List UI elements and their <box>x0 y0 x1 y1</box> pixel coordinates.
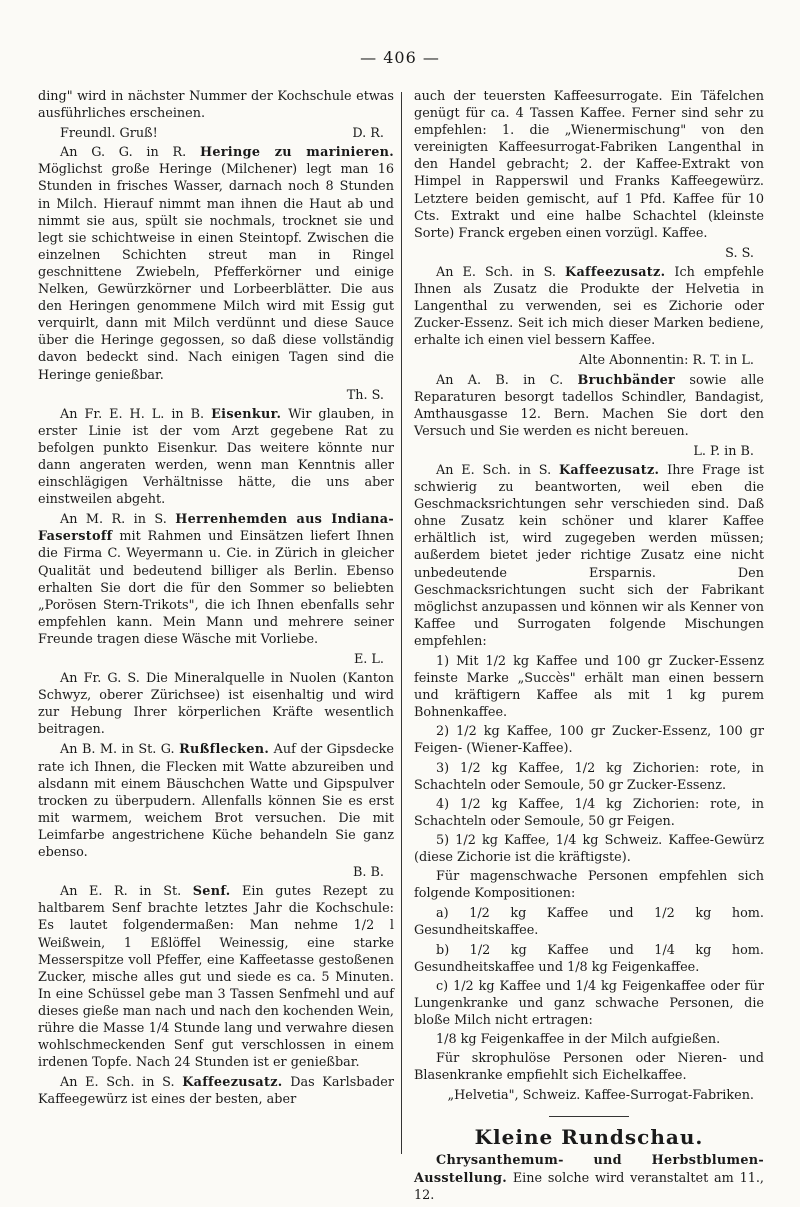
entry-coffee-additive <box>38 1074 394 1108</box>
list-item: 3) 1/2 kg Kaffee, 1/2 kg Zichorien: rote, in Schachteln oder Semoule, 50 gr Zucker-Essenz. <box>414 760 764 793</box>
signature: Alte Abonnentin: R. T. in L. <box>579 353 754 369</box>
paragraph: ding" wird in nächster Nummer der Kochschule etwas ausführliches erscheinen. <box>38 89 394 122</box>
entry-coffee-helvetia <box>414 264 764 349</box>
addressee: An M. R. in S. <box>60 512 167 528</box>
entry-topic: Kaffeezusatz. <box>565 264 666 280</box>
greeting-line <box>38 125 394 142</box>
entry-soot-stains <box>38 741 394 861</box>
signature: L. P. in B. <box>693 443 754 459</box>
addressee: An Fr. G. S. <box>60 671 140 687</box>
entry-topic: Eisenkur. <box>211 406 282 422</box>
entry-body: Auf der Gipsdecke rate ich Ihnen, die Flecken mit Watte abzureiben und alsdann mit einem Bäuschchen Watte und Gipspulver trocken zu überpudern. Allenfalls können Sie es erst mit warmem, weichem Brot versuchen. Die mit Leimfarbe angestrichene Küche behandeln Sie ganz ebenso. <box>38 742 394 861</box>
entry-topic: Herrenhemden aus Indiana-Faserstoff <box>38 512 394 545</box>
list-item: 4) 1/2 kg Kaffee, 1/4 kg Zichorien: rote, in Schachteln oder Semoule, 50 gr Feigen. <box>414 796 764 829</box>
paragraph: auch der teuersten Kaffeesurrogate. Ein Täfelchen genügt für ca. 4 Tassen Kaffee. Ferner sind sehr zu empfehlen: 1. die „Wienermischung" von den vereinigten Kaffeesurrogat-Fabriken Langenthal in den Handel gebracht; 2. der Kaffee-Extrakt von Himpel in Rapperswil und Franks Kaffeegewürz. Letztere beiden gemischt, auf 1 Pfd. Kaffee für 10 Cts. Extrakt und eine halbe Schachtel (kleinste Sorte) Franck ergeben einen vorzügl. Kaffee. <box>414 89 764 241</box>
section-divider <box>549 1116 629 1117</box>
entry-body: Ihre Frage ist schwierig zu beantworten, weil eben die Geschmacksrichtungen sehr verschieden sind. Daß ohne Zusatz kein schöner und klarer Kaffee erhältlich ist, wird zugegeben werden müssen; außerdem bietet jeder richtige Zusatz eine nicht unbedeutende Ersparnis. Den Geschmacksrichtungen sucht sich der Fabrikant möglichst anzupassen und können wir als Kenner von Kaffee und Surrogaten folgende Mischungen empfehlen: <box>414 462 764 649</box>
paragraph: Für magenschwache Personen empfehlen sich folgende Kompositionen: <box>414 869 764 902</box>
addressee: An E. Sch. in S. <box>436 264 556 280</box>
entry-body: mit Rahmen und Einsätzen liefert Ihnen die Firma C. Weyermann u. Cie. in Zürich in gleicher Qualität und bedeutend billiger als Berlin. Ebenso erhalten Sie dort die für den Sommer so beliebten „Porösen Stern-Trikots", die ich Ihnen ebenfalls sehr empfehlen kann. Mein Mann und mehrere seiner Freunde tragen diese Wäsche mit Vorliebe. <box>38 529 394 647</box>
entry-topic: Chrysanthemum- und Herbstblumen-Ausstellung. <box>414 1153 764 1186</box>
list-item: a) 1/2 kg Kaffee und 1/2 kg hom. Gesundheitskaffee. <box>414 906 764 939</box>
signature: D. R. <box>352 126 384 142</box>
entry-topic: Rußflecken. <box>179 742 270 758</box>
entry-body: sowie alle Reparaturen besorgt tadellos Schindler, Bandagist, Amthausgasse 12. Bern. Machen Sie dort den Versuch und Sie werden es nicht bereuen. <box>414 372 764 439</box>
section-title: Kleine Rundschau. <box>474 1125 704 1150</box>
signature: Th. S. <box>346 387 384 403</box>
column-divider <box>401 92 402 1154</box>
entry-body: Die Mineralquelle in Nuolen (Kanton Schwyz, oberer Zürichsee) ist eisenhaltig und wird zur Hebung Ihrer körperlichen Kräfte wesentlich beitragen. <box>38 671 394 738</box>
list-item: 1) Mit 1/2 kg Kaffee und 100 gr Zucker-Essenz feinste Marke „Succès" erhält man einen bessern und kräftigern Kaffee als mit 1 kg purem Bohnenkaffee. <box>414 654 764 721</box>
entry-mustard <box>38 883 394 1071</box>
entry-topic: Heringe zu marinieren. <box>199 145 394 161</box>
list-item: 1/8 kg Feigenkaffee in der Milch aufgießen. <box>436 1031 721 1047</box>
list-item: c) 1/2 kg Kaffee und 1/4 kg Feigenkaffee oder für Lungenkranke und ganz schwache Personen, die bloße Milch nicht ertragen: <box>414 978 764 1028</box>
entry-body: Das Karlsbader Kaffeegewürz ist eines der besten, aber <box>38 1075 394 1108</box>
entry-body: Eine solche wird veranstaltet am 11., 12. <box>414 1170 764 1203</box>
signature: E. L. <box>353 652 384 667</box>
entry-body: Ein gutes Rezept zu haltbarem Senf brachte letztes Jahr die Kochschule: Es lautet folgendermaßen: Man nehme 1/2 l Weißwein, 1 Eßlöffel Weinessig, eine starke Messerspitze voll Pfeffer, eine Kaffeetasse gestoßenen Zucker, mische alles gut und siede es ca. 5 Minuten. In eine Schüssel gebe man 3 Tassen Senfmehl und auf dieses gieße man nach und nach den kochenden Wein, rühre die Masse 1/4 Stunde lang und verwahre diesen wohlschmeckenden Senf gut verschlossen in einem irdenen Topfe. Nach 24 Stunden ist er genießbar. <box>38 884 394 1071</box>
signature: „Helvetia", Schweiz. Kaffee-Surrogat-Fabriken. <box>447 1088 754 1104</box>
signature: B. B. <box>352 865 384 881</box>
list-item: 5) 1/2 kg Kaffee, 1/4 kg Schweiz. Kaffee-Gewürz (diese Zichorie ist die kräftigste). <box>414 832 764 866</box>
list-item: b) 1/2 kg Kaffee und 1/4 kg hom. Gesundheitskaffee und 1/8 kg Feigenkaffee. <box>414 942 764 975</box>
left-column <box>38 88 394 1111</box>
entry-chrysanthemum <box>414 1152 764 1203</box>
addressee: An E. Sch. in S. <box>60 1075 175 1091</box>
entry-coffee-mixtures <box>414 462 764 650</box>
addressee: An B. M. in St. G. <box>60 742 175 758</box>
entry-topic: Senf. <box>192 884 231 900</box>
entry-body: Möglichst große Heringe (Milchener) legt man 16 Stunden in frisches Wasser, darnach noch 8 Stunden in Milch. Hierauf nimmt man ihnen die Haut ab und nimmt sie aus, spült sie nochmals, trocknet sie und legt sie schichtweise in einen Steintopf. Zwischen die einzelnen Schichten streut man in Ringel geschnittene Zwiebeln, Pfefferkörner und einige Nelken, Gewürzkörner und Lorbeerblätter. Die aus den Heringen genommene Milch wird mit Essig gut verquirlt, dann mit Milch verdünnt und diese Sauce über die Heringe gegossen, so daß diese vollständig davon bedeckt sind. Nach einigen Tagen sind die Heringe genießbar. <box>38 162 394 383</box>
paragraph: Für skrophulöse Personen oder Nieren- und Blasenkranke empfiehlt sich Eichelkaffee. <box>414 1051 764 1084</box>
signature: S. S. <box>725 245 754 261</box>
addressee: An E. Sch. in S. <box>436 462 552 478</box>
page-number: — 406 — <box>360 48 440 67</box>
addressee: An A. B. in C. <box>436 372 564 388</box>
addressee: An G. G. in R. <box>60 145 187 161</box>
entry-truss <box>414 372 764 440</box>
entry-iron-cure <box>38 406 394 509</box>
list-item: 2) 1/2 kg Kaffee, 100 gr Zucker-Essenz, 100 gr Feigen- (Wiener-Kaffee). <box>414 724 764 757</box>
addressee: An E. R. in St. <box>60 884 182 900</box>
entry-body: Wir glauben, in erster Linie ist der vom Arzt gegebene Rat zu befolgen punkto Eisenkur. Das weitere könnte nur dann angeraten werden, wenn man Kenntnis aller einschlägigen Verhältnisse hätte, die uns aber einstweilen abgeht. <box>38 406 394 508</box>
entry-topic: Bruchbänder <box>577 372 676 388</box>
entry-shirts <box>38 511 394 648</box>
addressee: An Fr. E. H. L. in B. <box>60 406 205 422</box>
entry-mineral-spring <box>38 670 394 738</box>
entry-body: Ich empfehle Ihnen als Zusatz die Produkte der Helvetia in Langenthal zu verwenden, sei es Zichorie oder Zucker-Essenz. Seit ich mich dieser Marken bediene, erhalte ich einen viel bessern Kaffee. <box>414 264 765 349</box>
entry-herring <box>38 144 394 383</box>
right-column <box>414 88 764 1207</box>
entry-topic: Kaffeezusatz. <box>182 1075 283 1091</box>
entry-topic: Kaffeezusatz. <box>559 462 660 478</box>
greeting: Freundl. Gruß! <box>60 126 158 142</box>
